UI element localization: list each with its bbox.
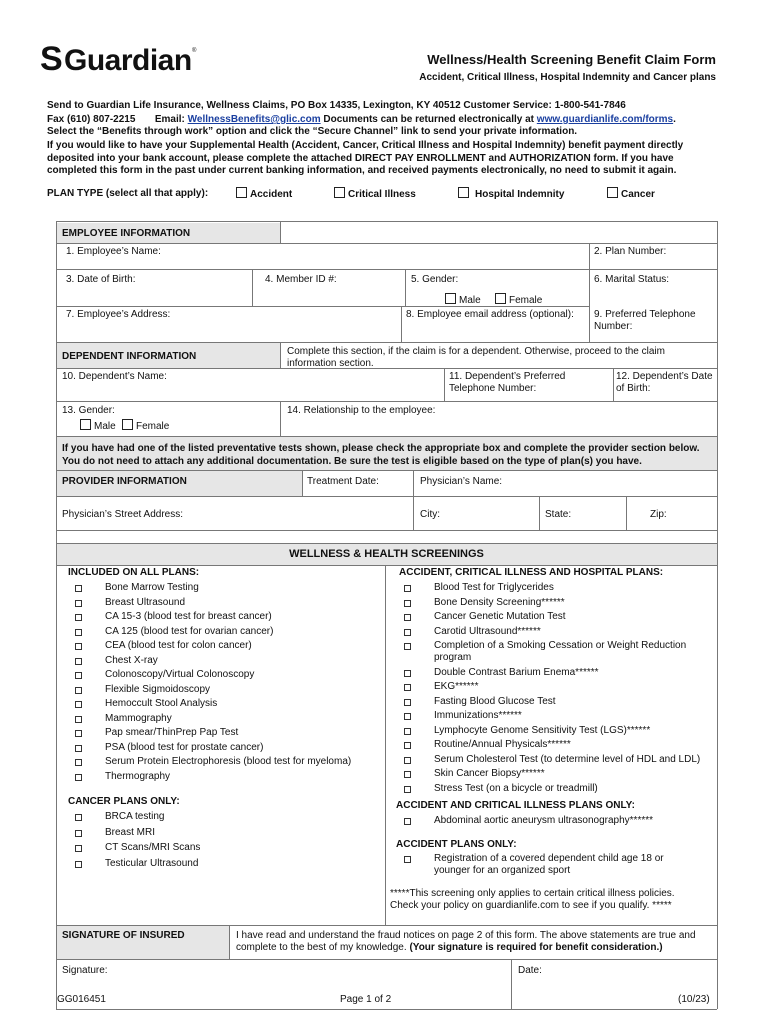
checkbox-icon bbox=[404, 585, 411, 592]
signature-date-field[interactable]: Date: bbox=[518, 965, 542, 976]
screening-label: Flexible Sigmoidoscopy bbox=[105, 683, 211, 695]
screening-label: Carotid Ultrasound****** bbox=[434, 625, 541, 637]
screening-label: Breast Ultrasound bbox=[105, 596, 186, 608]
option-label: Critical Illness bbox=[348, 189, 416, 200]
screening-label: Serum Cholesterol Test (to determine level of HDL and LDL) bbox=[434, 753, 701, 765]
option-label: Female bbox=[136, 421, 170, 432]
screening-label: Testicular Ultrasound bbox=[105, 857, 199, 869]
provider-info-heading: PROVIDER INFORMATION bbox=[62, 476, 187, 487]
website-link[interactable]: www.guardianlife.com/forms bbox=[536, 114, 674, 125]
checkbox-icon bbox=[75, 774, 82, 781]
checkbox-icon bbox=[75, 672, 82, 679]
screening-label: Serum Protein Electrophoresis (blood test for myeloma) bbox=[105, 756, 352, 767]
form-title: Wellness/Health Screening Benefit Claim Form bbox=[427, 52, 716, 67]
checkbox-icon bbox=[75, 687, 82, 694]
preferred-telephone-field[interactable]: 9. Preferred Telephone Number: bbox=[594, 309, 696, 332]
plan-type-label: PLAN TYPE (select all that apply): bbox=[47, 188, 209, 199]
screening-label: Breast MRI bbox=[105, 826, 156, 838]
contact-line bbox=[47, 114, 676, 125]
screening-label: EKG****** bbox=[434, 681, 479, 692]
option-label: Male bbox=[94, 421, 116, 432]
ac-plans-heading: ACCIDENT AND CRITICAL ILLNESS PLANS ONLY: bbox=[396, 800, 635, 811]
screening-label: Bone Marrow Testing bbox=[105, 582, 199, 593]
checkbox-icon bbox=[75, 830, 82, 837]
checkbox-icon bbox=[75, 701, 82, 708]
option-label: Hospital Indemnity bbox=[475, 189, 565, 200]
screening-label: Bone Density Screening****** bbox=[434, 596, 565, 608]
screening-label: CEA (blood test for colon cancer) bbox=[105, 640, 252, 651]
option-label: Female bbox=[509, 295, 543, 306]
screenings-heading: WELLNESS & HEALTH SCREENINGS bbox=[289, 548, 484, 560]
physician-name-field[interactable]: Physician’s Name: bbox=[420, 476, 503, 487]
screening-label: Double Contrast Barium Enema****** bbox=[434, 666, 599, 678]
signature-field[interactable]: Signature: bbox=[62, 965, 108, 976]
all-plans-heading: INCLUDED ON ALL PLANS: bbox=[68, 567, 200, 578]
checkbox-icon bbox=[80, 419, 91, 430]
checkbox-icon bbox=[75, 716, 82, 723]
option-label: Cancer bbox=[621, 189, 655, 200]
form-version: (10/23) bbox=[678, 994, 710, 1005]
dependent-name-field[interactable]: 10. Dependent’s Name: bbox=[62, 371, 167, 382]
checkbox-icon bbox=[75, 643, 82, 650]
dependent-note: Complete this section, if the claim is for a dependent. Otherwise, proceed to the claim information section. bbox=[287, 346, 665, 369]
screening-label: Hemoccult Stool Analysis bbox=[105, 698, 218, 709]
checkbox-icon bbox=[404, 643, 411, 650]
mailing-address: Send to Guardian Life Insurance, Wellness Claims, PO Box 14335, Lexington, KY 40512 Customer Service: 1-800-541-7846 bbox=[47, 100, 626, 111]
checkbox-icon bbox=[404, 742, 411, 749]
logo-text: Guardian bbox=[64, 44, 192, 77]
dependent-male-checkbox[interactable] bbox=[80, 419, 116, 433]
checkbox-icon bbox=[236, 187, 247, 198]
form-id: GG016451 bbox=[57, 994, 106, 1005]
screening-label: Skin Cancer Biopsy****** bbox=[434, 768, 545, 779]
checkbox-icon bbox=[495, 293, 506, 304]
screening-label: Registration of a covered dependent child age 18 or younger for an organized sport bbox=[434, 853, 664, 876]
screening-label: PSA (blood test for prostate cancer) bbox=[105, 741, 264, 753]
screening-footnote: *****This screening only applies to certain critical illness policies. Check your policy on guardianlife.com to see if you qualify. ***** bbox=[390, 888, 675, 911]
screening-label: Colonoscopy/Virtual Colonoscopy bbox=[105, 669, 255, 680]
checkbox-icon bbox=[404, 818, 411, 825]
marital-status-field[interactable]: 6. Marital Status: bbox=[594, 274, 670, 285]
checkbox-icon bbox=[75, 600, 82, 607]
page-number: Page 1 of 2 bbox=[340, 994, 392, 1005]
statement-bold: (Your signature is required for benefit consideration.) bbox=[409, 942, 663, 953]
checkbox-icon bbox=[75, 730, 82, 737]
checkbox-icon bbox=[75, 745, 82, 752]
employee-name-field[interactable]: 1. Employee’s Name: bbox=[66, 246, 161, 257]
option-label: Male bbox=[459, 295, 481, 306]
direct-pay-note: If you would like to have your Supplemental Health (Accident, Cancer, Critical Illness and Hospital Indemnity) benefit payment directly deposited into your bank account, please complete the attached DIRECT PAY ENROLLMENT and AUTHORIZATION form. If you have completed this form in the past under current banking information, and received payments electronically, no need to submit it again. bbox=[47, 140, 684, 176]
plan-hospital-indemnity-checkbox[interactable] bbox=[458, 187, 564, 200]
fraud-statement bbox=[236, 930, 712, 954]
gender-male-checkbox[interactable] bbox=[445, 293, 481, 307]
checkbox-icon bbox=[404, 629, 411, 636]
screening-label: Immunizations****** bbox=[434, 710, 522, 721]
aci-plans-heading: ACCIDENT, CRITICAL ILLNESS AND HOSPITAL PLANS: bbox=[399, 567, 664, 578]
statement-text: I have read and understand the fraud notices on page 2 of this form. The above statements are true and complete to the best of my knowledge. bbox=[236, 930, 696, 953]
guardian-s-icon: S bbox=[40, 40, 63, 78]
dependent-female-checkbox[interactable] bbox=[122, 419, 169, 433]
preventive-tests-note: If you have had one of the listed preventative tests shown, please check the appropriate box and complete the provider section below. You do not need to attach any additional documentation. Be sure the test is eligible based on the type of plan(s) you have. bbox=[62, 443, 700, 467]
email-link[interactable]: WellnessBenefits@glic.com bbox=[187, 114, 321, 125]
checkbox-icon bbox=[404, 757, 411, 764]
dependent-info-heading: DEPENDENT INFORMATION bbox=[62, 351, 197, 362]
screening-label: CA 125 (blood test for ovarian cancer) bbox=[105, 625, 274, 637]
dependent-gender-field: 13. Gender: bbox=[62, 405, 115, 416]
checkbox-icon bbox=[404, 786, 411, 793]
zip-field[interactable]: Zip: bbox=[650, 509, 667, 520]
plan-cancer-checkbox[interactable] bbox=[607, 187, 655, 200]
date-of-birth-field[interactable]: 3. Date of Birth: bbox=[66, 274, 136, 285]
employee-address-field[interactable]: 7. Employee’s Address: bbox=[66, 309, 171, 320]
city-field[interactable]: City: bbox=[420, 509, 440, 520]
screening-label: Routine/Annual Physicals****** bbox=[434, 739, 571, 750]
checkbox-icon bbox=[75, 614, 82, 621]
checkbox-icon bbox=[75, 814, 82, 821]
screening-label: BRCA testing bbox=[105, 811, 165, 822]
screening-label: Lymphocyte Genome Sensitivity Test (LGS)****** bbox=[434, 724, 651, 736]
employee-info-heading: EMPLOYEE INFORMATION bbox=[62, 228, 191, 239]
secure-channel-note: Select the “Benefits through work” option and click the “Secure Channel” link to send your private information. bbox=[47, 126, 578, 137]
screening-label: Pap smear/ThinPrep Pap Test bbox=[105, 727, 239, 738]
checkbox-icon bbox=[404, 684, 411, 691]
plan-number-field[interactable]: 2. Plan Number: bbox=[594, 246, 667, 257]
checkbox-icon bbox=[445, 293, 456, 304]
checkbox-icon bbox=[75, 861, 82, 868]
option-label: Accident bbox=[250, 189, 293, 200]
gender-female-checkbox[interactable] bbox=[495, 293, 542, 307]
screening-label: Chest X-ray bbox=[105, 654, 158, 666]
screening-label: Stress Test (on a bicycle or treadmill) bbox=[434, 782, 598, 794]
checkbox-icon bbox=[404, 670, 411, 677]
relationship-field[interactable]: 14. Relationship to the employee: bbox=[287, 405, 436, 416]
checkbox-icon bbox=[458, 187, 469, 198]
screening-label: Completion of a Smoking Cessation or Weight Reduction program bbox=[434, 640, 687, 663]
accident-plans-heading: ACCIDENT PLANS ONLY: bbox=[396, 839, 517, 850]
dependent-telephone-field[interactable]: 11. Dependent’s Preferred Telephone Number: bbox=[449, 371, 566, 394]
checkbox-icon bbox=[75, 658, 82, 665]
gender-field: 5. Gender: bbox=[411, 274, 459, 285]
checkbox-icon bbox=[75, 845, 82, 852]
checkbox-icon bbox=[334, 187, 345, 198]
employee-email-field[interactable]: 8. Employee email address (optional): bbox=[406, 309, 574, 320]
signature-heading: SIGNATURE OF INSURED bbox=[62, 930, 185, 941]
screening-label: Fasting Blood Glucose Test bbox=[434, 695, 556, 707]
plan-accident-checkbox[interactable] bbox=[236, 187, 292, 200]
checkbox-icon bbox=[75, 759, 82, 766]
checkbox-icon bbox=[607, 187, 618, 198]
form-subtitle: Accident, Critical Illness, Hospital Indemnity and Cancer plans bbox=[419, 72, 716, 83]
period: . bbox=[673, 114, 676, 125]
checkbox-icon bbox=[404, 600, 411, 607]
dependent-dob-field[interactable]: 12. Dependent’s Date of Birth: bbox=[616, 371, 713, 394]
screening-label: Thermography bbox=[105, 770, 171, 782]
screening-label: Abdominal aortic aneurysm ultrasonography****** bbox=[434, 815, 654, 826]
plan-critical-illness-checkbox[interactable] bbox=[334, 187, 416, 200]
checkbox-icon bbox=[404, 713, 411, 720]
checkbox-icon bbox=[404, 856, 411, 863]
fax: Fax (610) 807-2215 bbox=[47, 114, 136, 125]
checkbox-icon bbox=[122, 419, 133, 430]
screening-label: CT Scans/MRI Scans bbox=[105, 842, 201, 853]
checkbox-icon bbox=[404, 699, 411, 706]
checkbox-icon bbox=[75, 585, 82, 592]
cancer-plans-heading: CANCER PLANS ONLY: bbox=[68, 796, 180, 807]
screening-label: CA 15-3 (blood test for breast cancer) bbox=[105, 611, 272, 622]
treatment-date-field[interactable]: Treatment Date: bbox=[307, 476, 379, 487]
screening-label: Blood Test for Triglycerides bbox=[434, 582, 554, 593]
checkbox-icon bbox=[75, 629, 82, 636]
state-field[interactable]: State: bbox=[545, 509, 572, 520]
screening-label: Cancer Genetic Mutation Test bbox=[434, 611, 566, 622]
screening-label: Mammography bbox=[105, 712, 172, 724]
checkbox-icon bbox=[404, 614, 411, 621]
physician-street-field[interactable]: Physician’s Street Address: bbox=[62, 509, 183, 520]
email-after: Documents can be returned electronically at bbox=[320, 114, 537, 125]
checkbox-icon bbox=[404, 771, 411, 778]
email-label: Email: bbox=[154, 114, 185, 125]
member-id-field[interactable]: 4. Member ID #: bbox=[265, 274, 337, 285]
checkbox-icon bbox=[404, 728, 411, 735]
